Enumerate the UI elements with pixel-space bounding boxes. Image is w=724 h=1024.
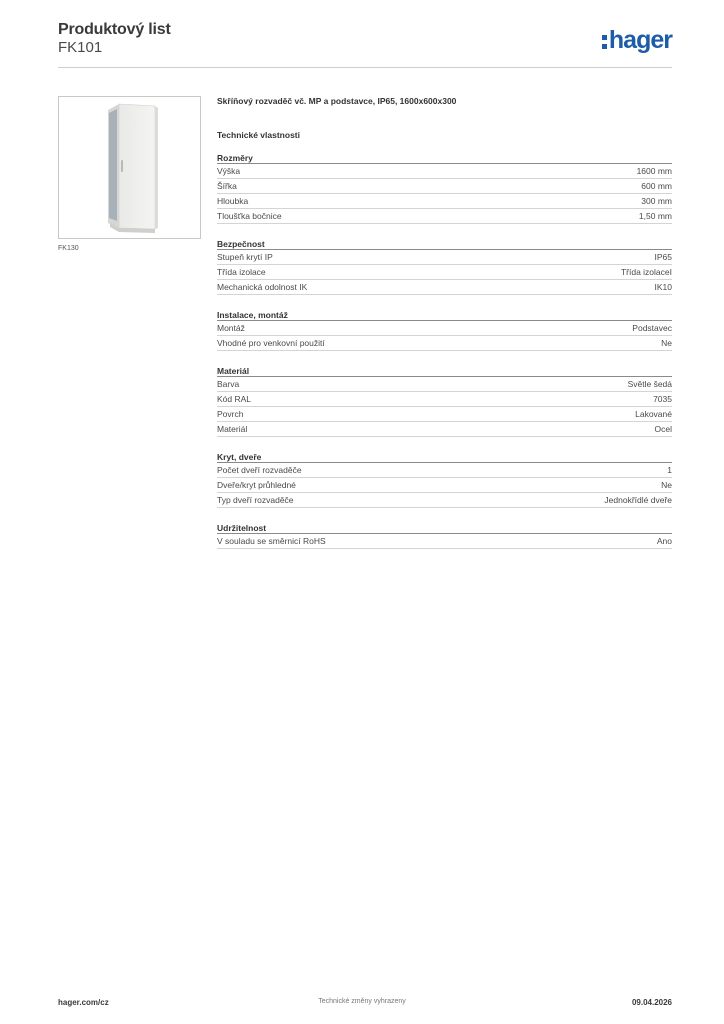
spec-label: Montáž xyxy=(217,323,245,333)
spec-section xyxy=(217,152,672,224)
spec-row xyxy=(217,321,672,336)
spec-value: Ne xyxy=(661,338,672,348)
spec-value: Jednokřídlé dveře xyxy=(604,495,672,505)
spec-label: Povrch xyxy=(217,409,244,419)
spec-label: Tloušťka bočnice xyxy=(217,211,282,221)
spec-row xyxy=(217,164,672,179)
spec-row xyxy=(217,478,672,493)
spec-label: Výška xyxy=(217,166,241,176)
footer-notice: Technické změny vyhrazeny xyxy=(318,998,406,1005)
product-image-frame xyxy=(58,96,201,239)
image-caption: FK130 xyxy=(58,245,79,252)
spec-row xyxy=(217,179,672,194)
spec-value: 1 xyxy=(667,465,672,475)
spec-row xyxy=(217,392,672,407)
spec-label: Typ dveří rozvaděče xyxy=(217,495,294,505)
spec-section xyxy=(217,309,672,351)
spec-row xyxy=(217,493,672,508)
section-title: Udržitelnost xyxy=(217,522,672,534)
spec-row xyxy=(217,265,672,280)
section-title: Bezpečnost xyxy=(217,238,672,250)
spec-row xyxy=(217,463,672,478)
spec-section xyxy=(217,238,672,295)
spec-value: Ano xyxy=(656,536,672,546)
spec-row xyxy=(217,336,672,351)
tech-properties-title: Technické vlastnosti xyxy=(217,130,300,140)
spec-section xyxy=(217,451,672,508)
spec-value: IP65 xyxy=(654,252,672,262)
spec-value: Podstavec xyxy=(632,323,672,333)
spec-label: Vhodné pro venkovní použití xyxy=(217,338,325,348)
product-description: Skříňový rozvaděč vč. MP a podstavce, IP65, 1600x600x300 xyxy=(217,96,457,106)
section-title: Materiál xyxy=(217,365,672,377)
spec-label: Hloubka xyxy=(217,196,249,206)
spec-label: Barva xyxy=(217,379,240,389)
logo-text: hager xyxy=(608,26,672,54)
spec-value: Třída izolaceI xyxy=(620,267,672,277)
section-title: Rozměry xyxy=(217,152,672,164)
spec-label: Materiál xyxy=(217,424,248,434)
spec-label: Dveře/kryt průhledné xyxy=(217,480,296,490)
spec-value: 600 mm xyxy=(641,181,672,191)
spec-label: Počet dveří rozvaděče xyxy=(217,465,302,475)
spec-value: 7035 xyxy=(653,394,672,404)
spec-value: IK10 xyxy=(654,282,672,292)
header-divider xyxy=(58,67,672,68)
cabinet-image xyxy=(59,97,200,238)
spec-value: Lakované xyxy=(635,409,672,419)
spec-row xyxy=(217,194,672,209)
product-code: FK101 xyxy=(58,39,103,56)
spec-label: Stupeň krytí IP xyxy=(217,252,273,262)
spec-value: Ne xyxy=(661,480,672,490)
spec-row xyxy=(217,377,672,392)
spec-value: 1,50 mm xyxy=(638,211,672,221)
spec-label: Třída izolace xyxy=(217,267,266,277)
spec-label: V souladu se směrnicí RoHS xyxy=(217,536,326,546)
spec-value: 1600 mm xyxy=(636,166,672,176)
spec-section xyxy=(217,522,672,549)
specs-content xyxy=(217,96,672,549)
section-title: Instalace, montáž xyxy=(217,309,672,321)
spec-value: Světle šedá xyxy=(627,379,672,389)
spec-label: Mechanická odolnost IK xyxy=(217,282,308,292)
footer-date: 09.04.2026 xyxy=(631,998,672,1007)
spec-label: Kód RAL xyxy=(217,394,252,404)
footer-website: hager.com/cz xyxy=(58,998,109,1007)
spec-row xyxy=(217,422,672,437)
spec-row xyxy=(217,209,672,224)
spec-sections xyxy=(217,152,672,549)
page-title: Produktový list xyxy=(58,21,171,38)
spec-value: 300 mm xyxy=(641,196,672,206)
spec-section xyxy=(217,365,672,437)
hager-logo xyxy=(602,28,672,53)
section-title: Kryt, dveře xyxy=(217,451,672,463)
spec-row xyxy=(217,250,672,265)
spec-row xyxy=(217,534,672,549)
spec-row xyxy=(217,407,672,422)
logo-dots-icon xyxy=(602,35,607,49)
spec-value: Ocel xyxy=(654,424,672,434)
spec-row xyxy=(217,280,672,295)
spec-label: Šířka xyxy=(217,181,237,191)
